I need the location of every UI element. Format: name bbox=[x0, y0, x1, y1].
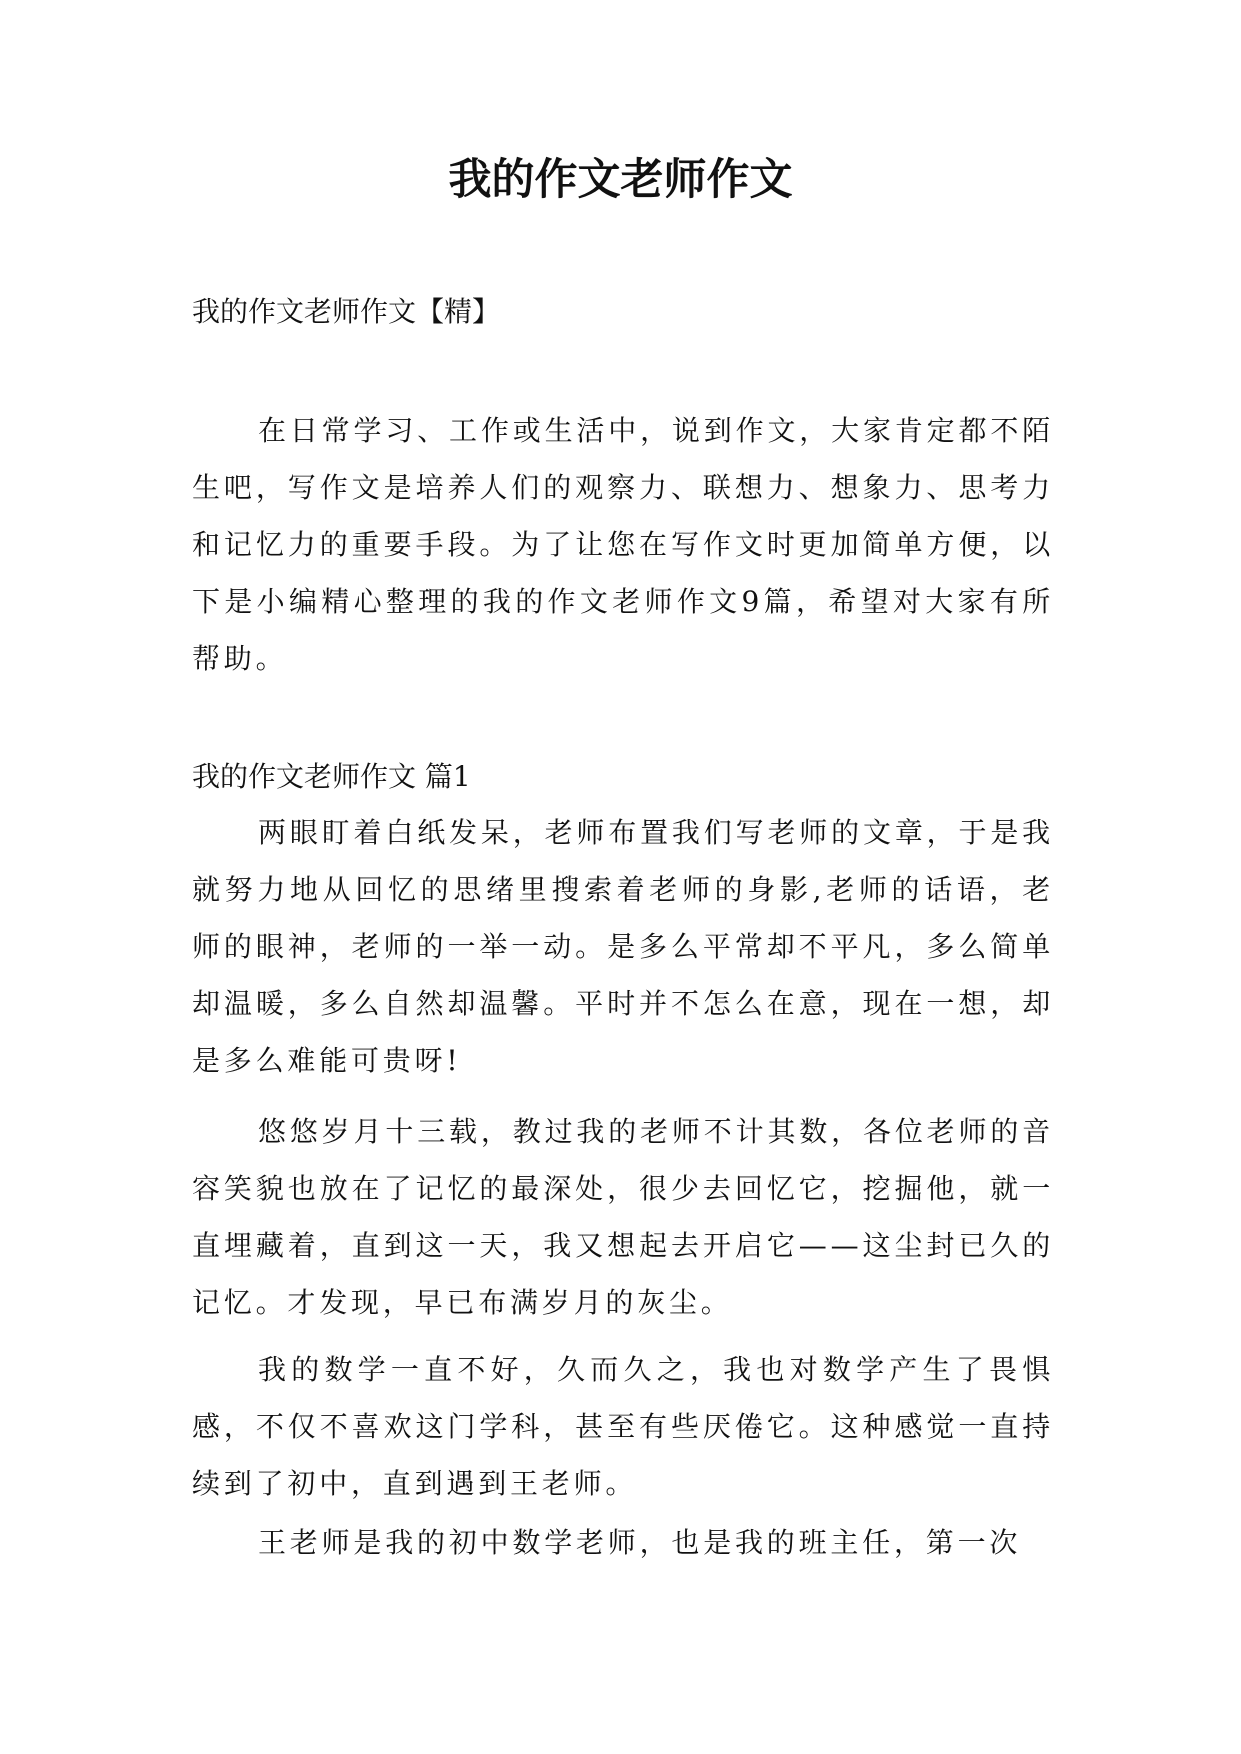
body-paragraph: 我的数学一直不好，久而久之，我也对数学产生了畏惧感，不仅不喜欢这门学科，甚至有些厌倦它。这种感觉一直持续到了初中，直到遇到王老师。 bbox=[192, 1353, 1054, 1500]
document-title: 我的作文老师作文 bbox=[448, 155, 793, 205]
body-paragraph: 悠悠岁月十三载，教过我的老师不计其数，各位老师的音容笑貌也放在了记忆的最深处，很少去回忆它，挖掘他，就一直埋藏着，直到这一天，我又想起去开启它——这尘封已久的记忆。才发现，早已布满岁月的灰尘。 bbox=[192, 1115, 1054, 1319]
intro-paragraph: 在日常学习、工作或生活中，说到作文，大家肯定都不陌生吧，写作文是培养人们的观察力、联想力、想象力、思考力和记忆力的重要手段。为了让您在写作文时更加简单方便，以下是小编精心整理的我的作文老师作文9篇，希望对大家有所帮助。 bbox=[192, 414, 1054, 675]
body-paragraph: 王老师是我的初中数学老师，也是我的班主任，第一次 bbox=[258, 1526, 1022, 1559]
document-subtitle: 我的作文老师作文【精】 bbox=[192, 295, 501, 328]
section-heading: 我的作文老师作文 篇1 bbox=[192, 760, 471, 793]
body-paragraph: 两眼盯着白纸发呆，老师布置我们写老师的文章，于是我就努力地从回忆的思绪里搜索着老师的身影,老师的话语，老师的眼神，老师的一举一动。是多么平常却不平凡，多么简单却温暖，多么自然却温馨。平时并不怎么在意，现在一想，却是多么难能可贵呀! bbox=[192, 816, 1054, 1077]
